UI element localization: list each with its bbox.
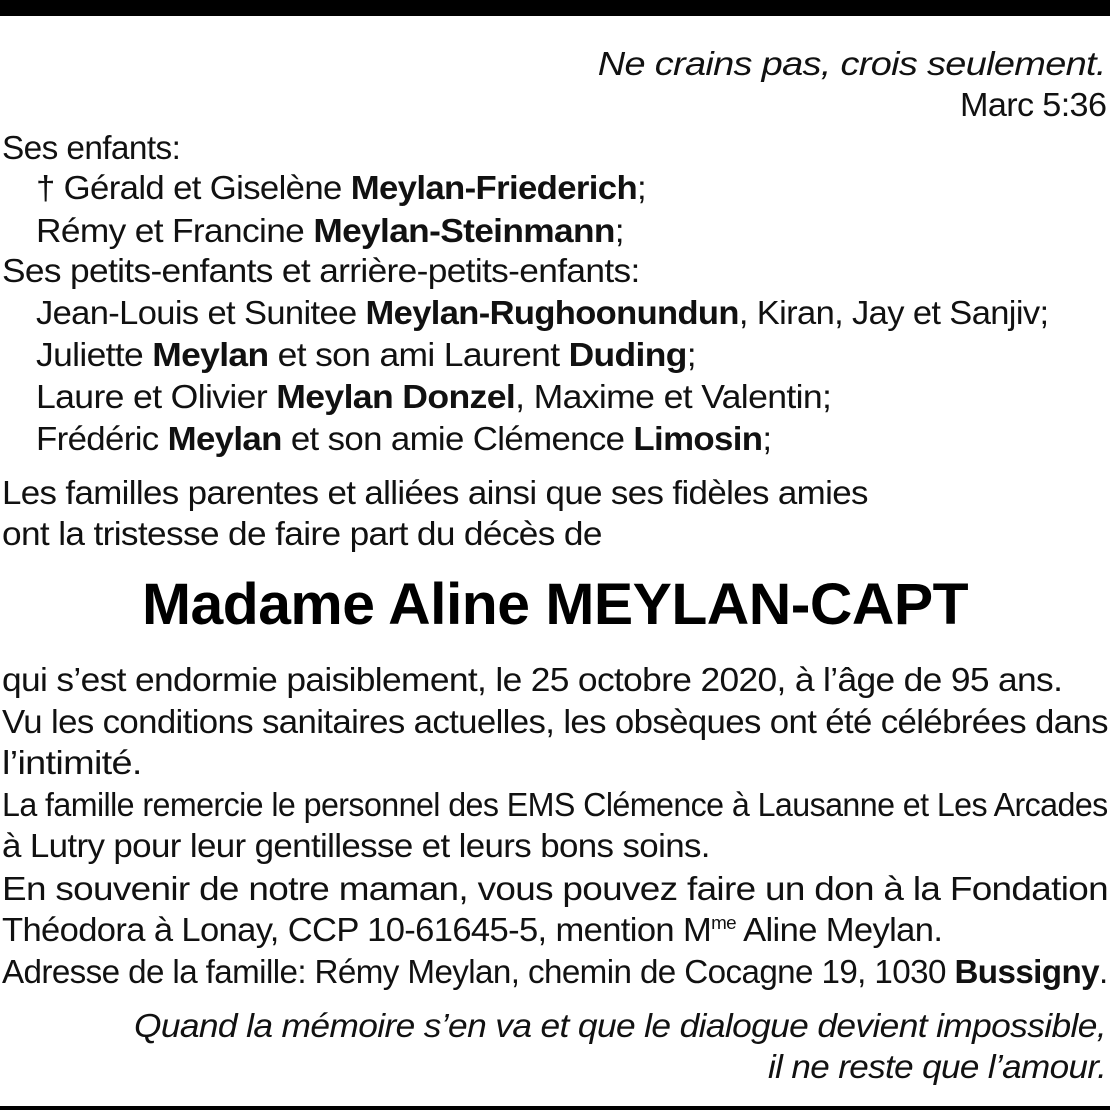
address-text: Adresse de la famille: Rémy Meylan, chemin de Cocagne 19, 1030 <box>2 953 955 990</box>
title-abbreviation: me <box>711 913 737 933</box>
body-line-2: Vu les conditions sanitaires actuelles, les obsèques ont été célébrées dans <box>2 703 1108 740</box>
address-town: Bussigny <box>954 953 1099 990</box>
bottom-rule <box>0 1106 1110 1110</box>
family-name: Meylan-Steinmann <box>313 212 615 249</box>
children-line-1 <box>36 168 646 208</box>
name-text: Laure et Olivier <box>36 378 277 415</box>
children-line-2 <box>36 211 624 251</box>
deceased-name <box>0 572 1110 638</box>
announcement-line-2: ont la tristesse de faire part du décès de <box>2 515 602 552</box>
family-name: Limosin <box>633 420 763 457</box>
punctuation: ; <box>637 169 647 206</box>
family-name: Meylan-Friederich <box>350 169 638 206</box>
closing-line-2: il ne reste que l’amour. <box>767 1048 1106 1085</box>
name-text: et son ami Laurent <box>268 336 569 373</box>
punctuation: ; <box>686 336 696 373</box>
grandchildren-line-3 <box>36 377 831 417</box>
name-text: Juliette <box>36 336 153 373</box>
children-heading: Ses enfants: <box>2 129 181 166</box>
name-text: , Kiran, Jay et Sanjiv; <box>738 294 1049 331</box>
family-name: Meylan <box>167 420 282 457</box>
body-line-7 <box>2 910 942 950</box>
donation-text: Théodora à Lonay, CCP 10-61645-5, mention M <box>2 911 712 948</box>
body-line-6: En souvenir de notre maman, vous pouvez faire un don à la Fondation <box>2 870 1108 907</box>
body-line-4: La famille remercie le personnel des EMS Clémence à Lausanne et Les Arcades <box>2 786 1108 823</box>
punctuation: . <box>1098 953 1108 990</box>
closing-line-1: Quand la mémoire s’en va et que le dialogue devient impossible, <box>134 1007 1106 1044</box>
body-line-8 <box>2 952 1108 992</box>
name-text: Frédéric <box>36 420 168 457</box>
name-text: Jean-Louis et Sunitee <box>36 294 366 331</box>
name-text: † Gérald et Giselène <box>36 169 351 206</box>
family-name: Meylan-Rughoonundun <box>365 294 739 331</box>
punctuation: ; <box>762 420 772 457</box>
grandchildren-line-1 <box>36 293 1048 333</box>
announcement-line-1: Les familles parentes et alliées ainsi que ses fidèles amies <box>2 474 868 511</box>
body-line-3: l’intimité. <box>2 744 142 781</box>
name-text: , Maxime et Valentin; <box>515 378 832 415</box>
family-name: Meylan <box>152 336 269 373</box>
punctuation: ; <box>614 212 624 249</box>
body-line-5: à Lutry pour leur gentillesse et leurs bons soins. <box>2 827 710 864</box>
motto-reference: Marc 5:36 <box>959 86 1106 123</box>
body-line-1: qui s’est endormie paisiblement, le 25 octobre 2020, à l’âge de 95 ans. <box>2 661 1063 698</box>
name-text: Rémy et Francine <box>36 212 314 249</box>
grandchildren-line-2 <box>36 335 696 375</box>
grandchildren-line-4 <box>36 419 771 459</box>
motto-quote: Ne crains pas, crois seulement. <box>597 45 1106 82</box>
name-text: et son amie Clémence <box>281 420 634 457</box>
deceased-name-text: Madame Aline MEYLAN-CAPT <box>141 572 968 637</box>
family-name: Duding <box>568 336 687 373</box>
grandchildren-heading: Ses petits-enfants et arrière-petits-enfants: <box>2 252 640 289</box>
donation-text: Aline Meylan. <box>736 911 943 948</box>
family-name: Meylan Donzel <box>276 378 516 415</box>
